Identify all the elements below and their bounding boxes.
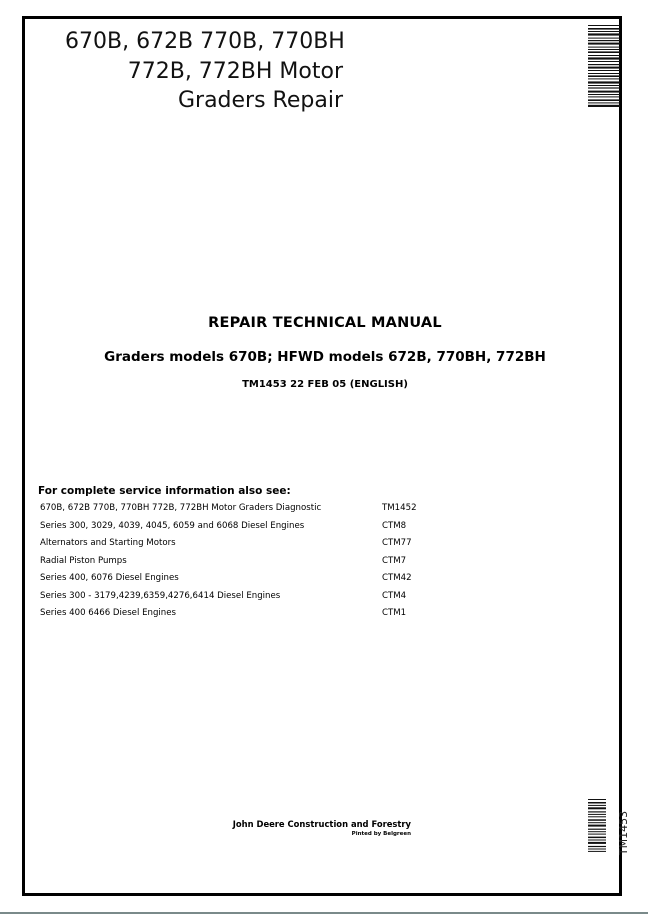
barcode-stripe <box>588 819 606 821</box>
barcode-stripe <box>588 64 620 65</box>
barcode-stripe <box>588 840 606 841</box>
barcode-stripe <box>588 28 620 30</box>
barcode-stripe <box>588 96 620 97</box>
vertical-manual-code: TM1453 <box>617 810 630 856</box>
barcode-stripe <box>588 94 620 95</box>
barcode-stripe <box>588 40 620 41</box>
barcode-stripe <box>588 49 620 50</box>
manual-id: TM1453 22 FEB 05 (ENGLISH) <box>242 379 408 390</box>
barcode-stripe <box>588 33 620 35</box>
barcode-stripe <box>588 851 606 852</box>
list-item <box>40 553 460 571</box>
page-border <box>22 16 630 896</box>
barcode-stripe <box>588 38 620 39</box>
barcode-stripe <box>588 61 620 62</box>
barcode-stripe <box>588 802 606 804</box>
barcode-stripe <box>588 75 620 77</box>
barcode-stripe <box>588 825 606 827</box>
barcode-stripe <box>588 829 606 830</box>
barcode-stripe <box>588 51 620 53</box>
publisher-name: John Deere Construction and Forestry <box>232 819 411 829</box>
reference-title: Alternators and Starting Motors <box>40 538 176 548</box>
reference-code: TM1452 <box>382 503 417 513</box>
barcode-stripe <box>588 811 606 812</box>
barcode-stripe <box>588 99 620 101</box>
barcode-stripe <box>588 57 620 59</box>
printer-note: Pinted by Belgreen <box>351 831 411 837</box>
barcode-stripe <box>588 805 606 806</box>
barcode-stripe <box>588 31 620 32</box>
barcode-stripe <box>588 78 620 79</box>
document-title <box>65 27 343 116</box>
barcode-stripe <box>588 814 606 815</box>
list-item <box>40 588 460 606</box>
barcode-stripe <box>588 85 620 86</box>
title-line: 670B, 672B 770B, 770BH <box>65 29 345 54</box>
list-item <box>40 500 460 518</box>
barcode-stripe <box>588 73 620 74</box>
barcode-stripe <box>588 834 606 835</box>
title-line: 772B, 772BH Motor <box>127 58 343 84</box>
barcode-stripe <box>588 822 606 823</box>
barcode-top-icon <box>588 25 620 107</box>
barcode-stripe <box>588 91 620 93</box>
reference-code: CTM7 <box>382 555 407 566</box>
barcode-stripe <box>588 55 620 56</box>
title-line: Graders Repair <box>177 88 343 113</box>
reference-code: CTM4 <box>382 590 407 601</box>
bottom-rule <box>0 912 648 914</box>
manual-heading: REPAIR TECHNICAL MANUAL <box>208 315 442 331</box>
reference-code: CTM77 <box>382 538 412 548</box>
barcode-stripe <box>588 102 620 103</box>
barcode-stripe <box>588 807 606 809</box>
barcode-stripe <box>588 47 620 48</box>
barcode-stripe <box>588 831 606 832</box>
reference-list <box>40 500 460 623</box>
barcode-stripe <box>588 25 620 26</box>
reference-code: CTM8 <box>382 520 407 531</box>
reference-title: Radial Piston Pumps <box>40 555 127 566</box>
barcode-stripe <box>588 67 620 69</box>
list-item <box>40 535 460 553</box>
barcode-stripe <box>588 816 606 817</box>
barcode-stripe <box>588 849 606 850</box>
reference-title: Series 300, 3029, 4039, 4045, 6059 and 6068 Diesel Engines <box>40 520 305 531</box>
barcode-stripe <box>588 837 606 839</box>
list-item <box>40 518 460 536</box>
barcode-stripe <box>588 87 620 88</box>
list-item <box>40 605 460 623</box>
reference-code: CTM42 <box>382 573 412 583</box>
see-also-title: For complete service information also see: <box>38 485 291 497</box>
barcode-stripe <box>588 846 606 847</box>
reference-code: CTM1 <box>382 608 407 618</box>
barcode-stripe <box>588 70 620 71</box>
barcode-bottom-icon <box>588 799 606 853</box>
barcode-stripe <box>588 43 620 45</box>
models-subheading: Graders models 670B; HFWD models 672B, 770BH, 772BH <box>104 349 546 365</box>
reference-title: Series 300 - 3179,4239,6359,4276,6414 Diesel Engines <box>40 590 281 601</box>
reference-title: Series 400 6466 Diesel Engines <box>40 608 177 618</box>
reference-title: Series 400, 6076 Diesel Engines <box>40 573 179 583</box>
list-item <box>40 570 460 588</box>
barcode-stripe <box>588 81 620 83</box>
barcode-stripe <box>588 105 620 107</box>
reference-title: 670B, 672B 770B, 770BH 772B, 772BH Motor Graders Diagnostic <box>40 503 322 513</box>
barcode-stripe <box>588 799 606 800</box>
barcode-stripe <box>588 842 606 844</box>
